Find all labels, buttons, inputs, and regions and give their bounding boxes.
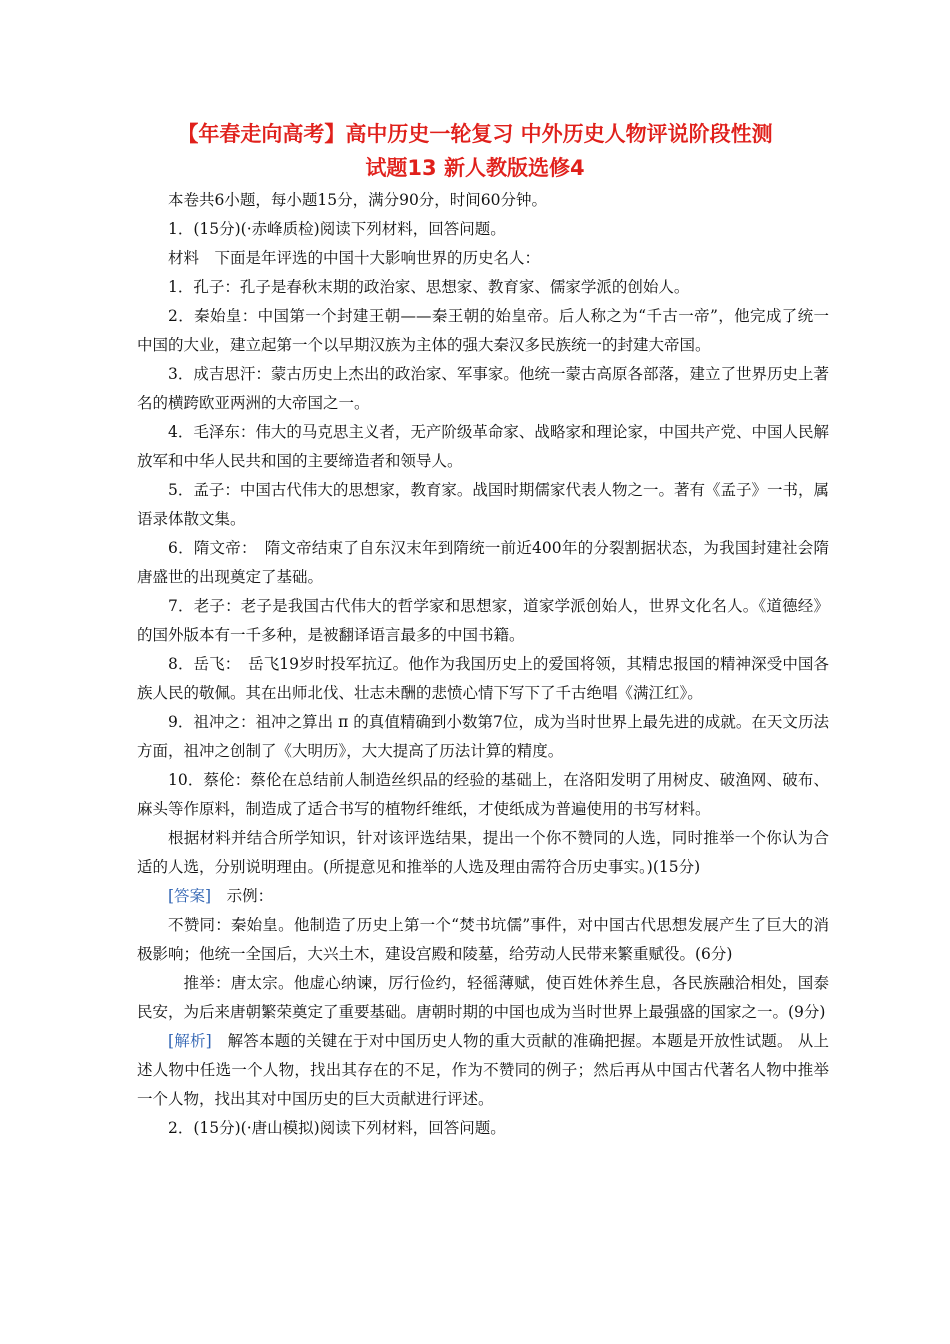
analysis-tag: [解析]	[168, 1032, 212, 1050]
answer-header	[137, 882, 829, 911]
document-title-line-2: 试题13 新人教版选修4	[365, 156, 585, 180]
material-item: 5．孟子：中国古代伟大的思想家，教育家。战国时期儒家代表人物之一。著有《孟子》一书，属语录体散文集。	[137, 481, 829, 528]
material-item: 6．隋文帝： 隋文帝结束了自东汉末年到隋统一前近400年的分裂割据状态，为我国封建社会隋唐盛世的出现奠定了基础。	[137, 539, 829, 586]
material-item: 1．孔子：孔子是春秋末期的政治家、思想家、教育家、儒家学派的创始人。	[168, 278, 690, 296]
material-item: 8．岳飞： 岳飞19岁时投军抗辽。他作为我国历史上的爱国将领，其精忠报国的精神深受中国各族人民的敬佩。其在出师北伐、壮志未酬的悲愤心情下写下了千古绝唱《满江红》。	[137, 655, 829, 702]
question-1-task: 根据材料并结合所学知识，针对该评选结果，提出一个你不赞同的人选，同时推举一个你认为合适的人选，分别说明理由。(所提意见和推举的人选及理由需符合历史事实。)(15分)	[137, 829, 829, 876]
answer-tag: [答案]	[168, 887, 212, 905]
question-1-stem: 1．(15分)(·赤峰质检)阅读下列材料，回答问题。	[168, 220, 506, 238]
answer-lead: 示例：	[211, 887, 274, 905]
material-intro: 材料 下面是年评选的中国十大影响世界的历史名人：	[168, 249, 541, 267]
material-item: 4．毛泽东：伟大的马克思主义者，无产阶级革命家、战略家和理论家，中国共产党、中国人民解放军和中华人民共和国的主要缔造者和领导人。	[137, 423, 829, 470]
analysis-paragraph	[137, 1027, 829, 1114]
material-item: 7．老子：老子是我国古代伟大的哲学家和思想家，道家学派创始人，世界文化名人。《道德经》的国外版本有一千多种，是被翻译语言最多的中国书籍。	[137, 597, 829, 644]
document-title-line-1: 【年春走向高考】高中历史一轮复习 中外历史人物评说阶段性测	[177, 122, 773, 146]
material-item: 3．成吉思汗：蒙古历史上杰出的政治家、军事家。他统一蒙古高原各部落，建立了世界历史上著名的横跨欧亚两洲的大帝国之一。	[137, 365, 829, 412]
question-2-stem: 2．(15分)(·唐山模拟)阅读下列材料，回答问题。	[168, 1119, 506, 1137]
answer-disagree: 不赞同：秦始皇。他制造了历史上第一个“焚书坑儒”事件，对中国古代思想发展产生了巨大的消极影响；他统一全国后，大兴土木，建设宫殿和陵墓，给劳动人民带来繁重赋役。(6分)	[137, 916, 829, 963]
exam-instructions: 本卷共6小题，每小题15分，满分90分，时间60分钟。	[168, 191, 548, 209]
document-body	[137, 186, 829, 1143]
analysis-text: 解答本题的关键在于对中国历史人物的重大贡献的准确把握。本题是开放性试题。 从上述人物中任选一个人物，找出其存在的不足，作为不赞同的例子；然后再从中国古代著名人物中推举一个人物，找出其对中国历史的巨大贡献进行评述。	[137, 1032, 829, 1108]
material-item: 2．秦始皇：中国第一个封建王朝——秦王朝的始皇帝。后人称之为“千古一帝”，他完成了统一中国的大业，建立起第一个以早期汉族为主体的强大秦汉多民族统一的封建大帝国。	[137, 307, 829, 354]
answer-recommend: 推举：唐太宗。他虚心纳谏，厉行俭约，轻徭薄赋，使百姓休养生息，各民族融洽相处，国泰民安，为后来唐朝繁荣奠定了重要基础。唐朝时期的中国也成为当时世界上最强盛的国家之一。(9分)	[137, 974, 829, 1021]
material-item: 10．蔡伦：蔡伦在总结前人制造丝织品的经验的基础上，在洛阳发明了用树皮、破渔网、破布、麻头等作原料，制造成了适合书写的植物纤维纸，才使纸成为普遍使用的书写材料。	[137, 771, 829, 818]
material-item: 9．祖冲之：祖冲之算出 π 的真值精确到小数第7位，成为当时世界上最先进的成就。在天文历法方面，祖冲之创制了《大明历》，大大提高了历法计算的精度。	[137, 713, 829, 760]
